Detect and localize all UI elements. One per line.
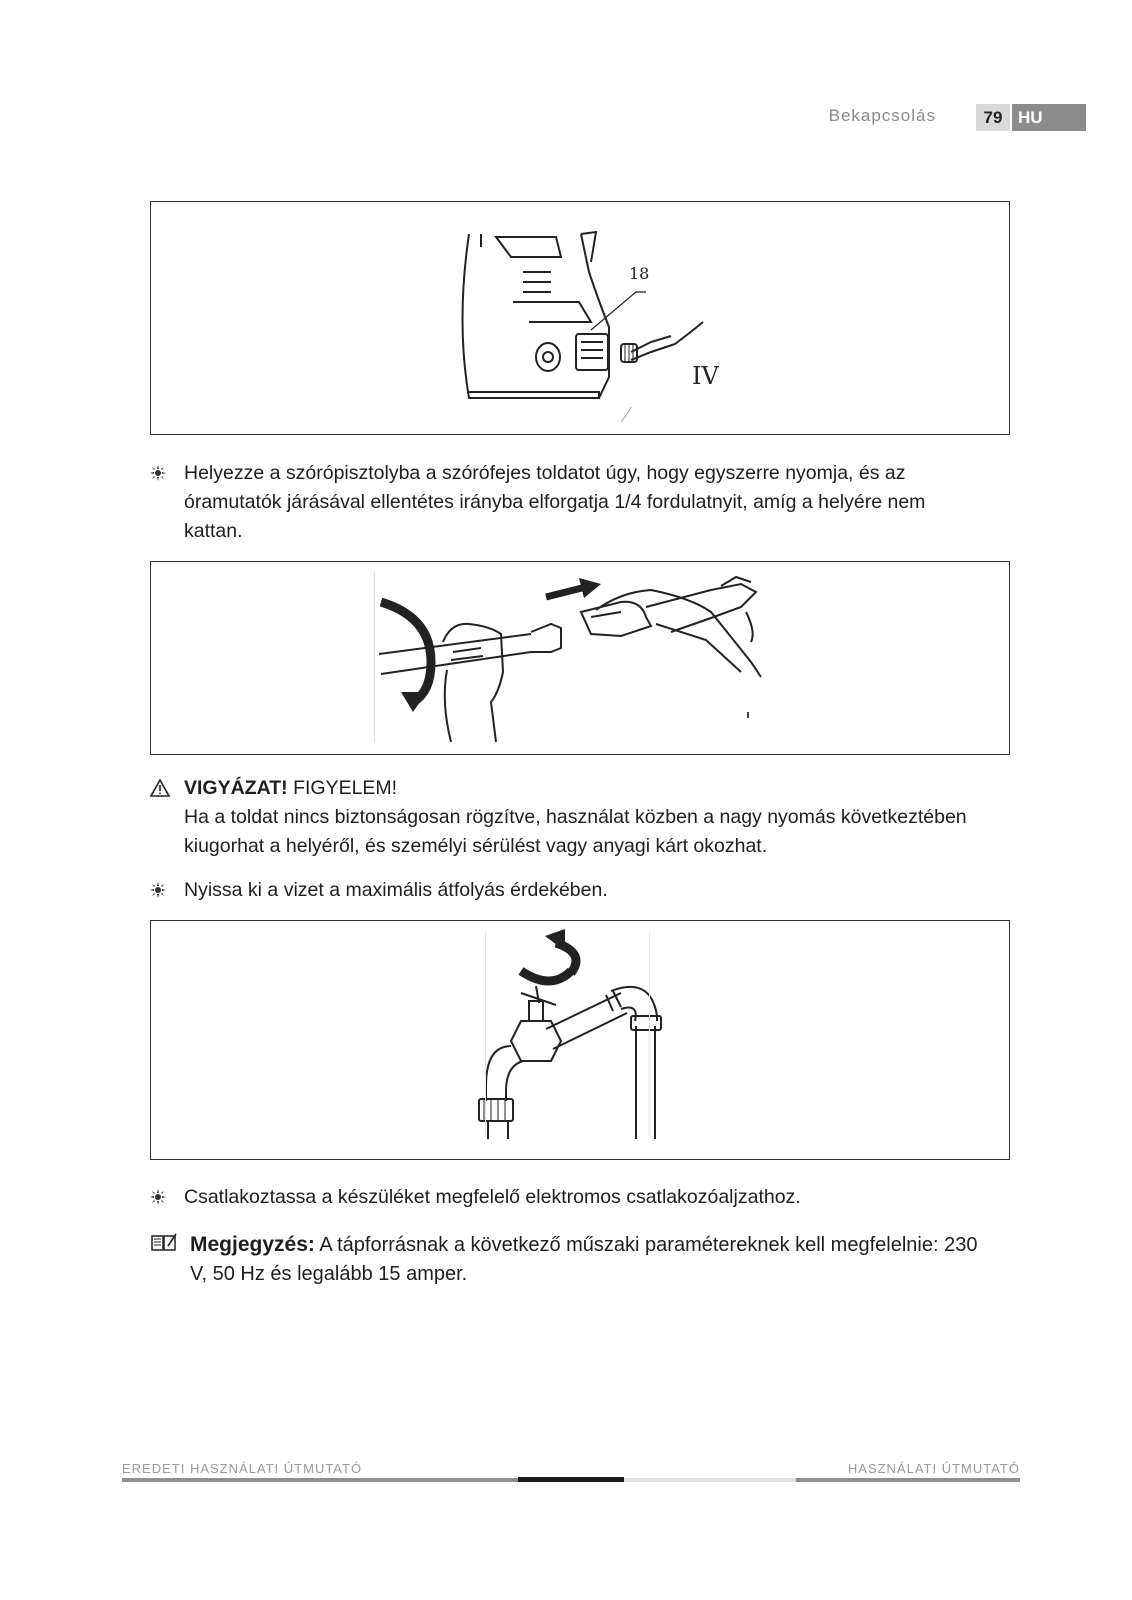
- step-text: Helyezze a szórópisztolyba a szórófejes toldatot úgy, hogy egyszerre nyomja, és az óramutatók járásával ellentétes irányba elforgatja 1/4 fordulatnyit, amíg a helyére nem kattan.: [184, 462, 926, 542]
- footer-rule-right: [796, 1478, 1020, 1482]
- warning-icon: [150, 779, 170, 797]
- figure-label-part: 18: [629, 264, 650, 283]
- note-block: [150, 1230, 990, 1300]
- footer-rule-center: [518, 1477, 624, 1482]
- header-page-number: 79: [976, 104, 1010, 131]
- warning-subtitle: FIGYELEM!: [293, 777, 398, 799]
- water-tap-illustration: [151, 921, 1011, 1161]
- bullet-icon: [150, 465, 166, 481]
- note-label: Megjegyzés:: [190, 1233, 315, 1256]
- warning-title: VIGYÁZAT!: [184, 777, 288, 799]
- figure-machine-connector: [150, 201, 1010, 435]
- figure-nozzle-insertion: [150, 561, 1010, 755]
- book-note-icon: [150, 1232, 178, 1252]
- step-text: Csatlakoztassa a készüléket megfelelő elektromos csatlakozóaljzathoz.: [184, 1186, 801, 1208]
- header-section-title: Bekapcsolás: [828, 106, 936, 125]
- instruction-step-insert-nozzle: [150, 459, 980, 549]
- note-text: A tápforrásnak a következő műszaki paramétereknek kell megfelelnie: 230 V, 50 Hz és legalább 15 amper.: [190, 1234, 978, 1285]
- nozzle-insertion-illustration: [151, 562, 1011, 756]
- warning-block: [150, 774, 990, 864]
- figure-label-step: IV: [692, 362, 719, 390]
- footer-rule-light: [624, 1478, 796, 1482]
- footer-left-text: EREDETI HASZNÁLATI ÚTMUTATÓ: [122, 1461, 363, 1476]
- header-language-badge: HU: [1012, 104, 1086, 131]
- instruction-step-open-water: [150, 876, 980, 906]
- instruction-step-connect-power: [150, 1183, 980, 1213]
- bullet-icon: [150, 882, 166, 898]
- footer-rule-left: [122, 1478, 518, 1482]
- step-text: Nyissa ki a vizet a maximális átfolyás érdekében.: [184, 879, 608, 901]
- figure-water-tap: [150, 920, 1010, 1160]
- warning-text: Ha a toldat nincs biztonságosan rögzítve, használat közben a nagy nyomás következtében kiugorhat a helyéről, és személyi sérülést vagy anyagi kárt okozhat.: [184, 806, 967, 857]
- machine-connector-illustration: [151, 202, 1011, 436]
- bullet-icon: [150, 1189, 166, 1205]
- footer-right-text: HASZNÁLATI ÚTMUTATÓ: [847, 1461, 1020, 1476]
